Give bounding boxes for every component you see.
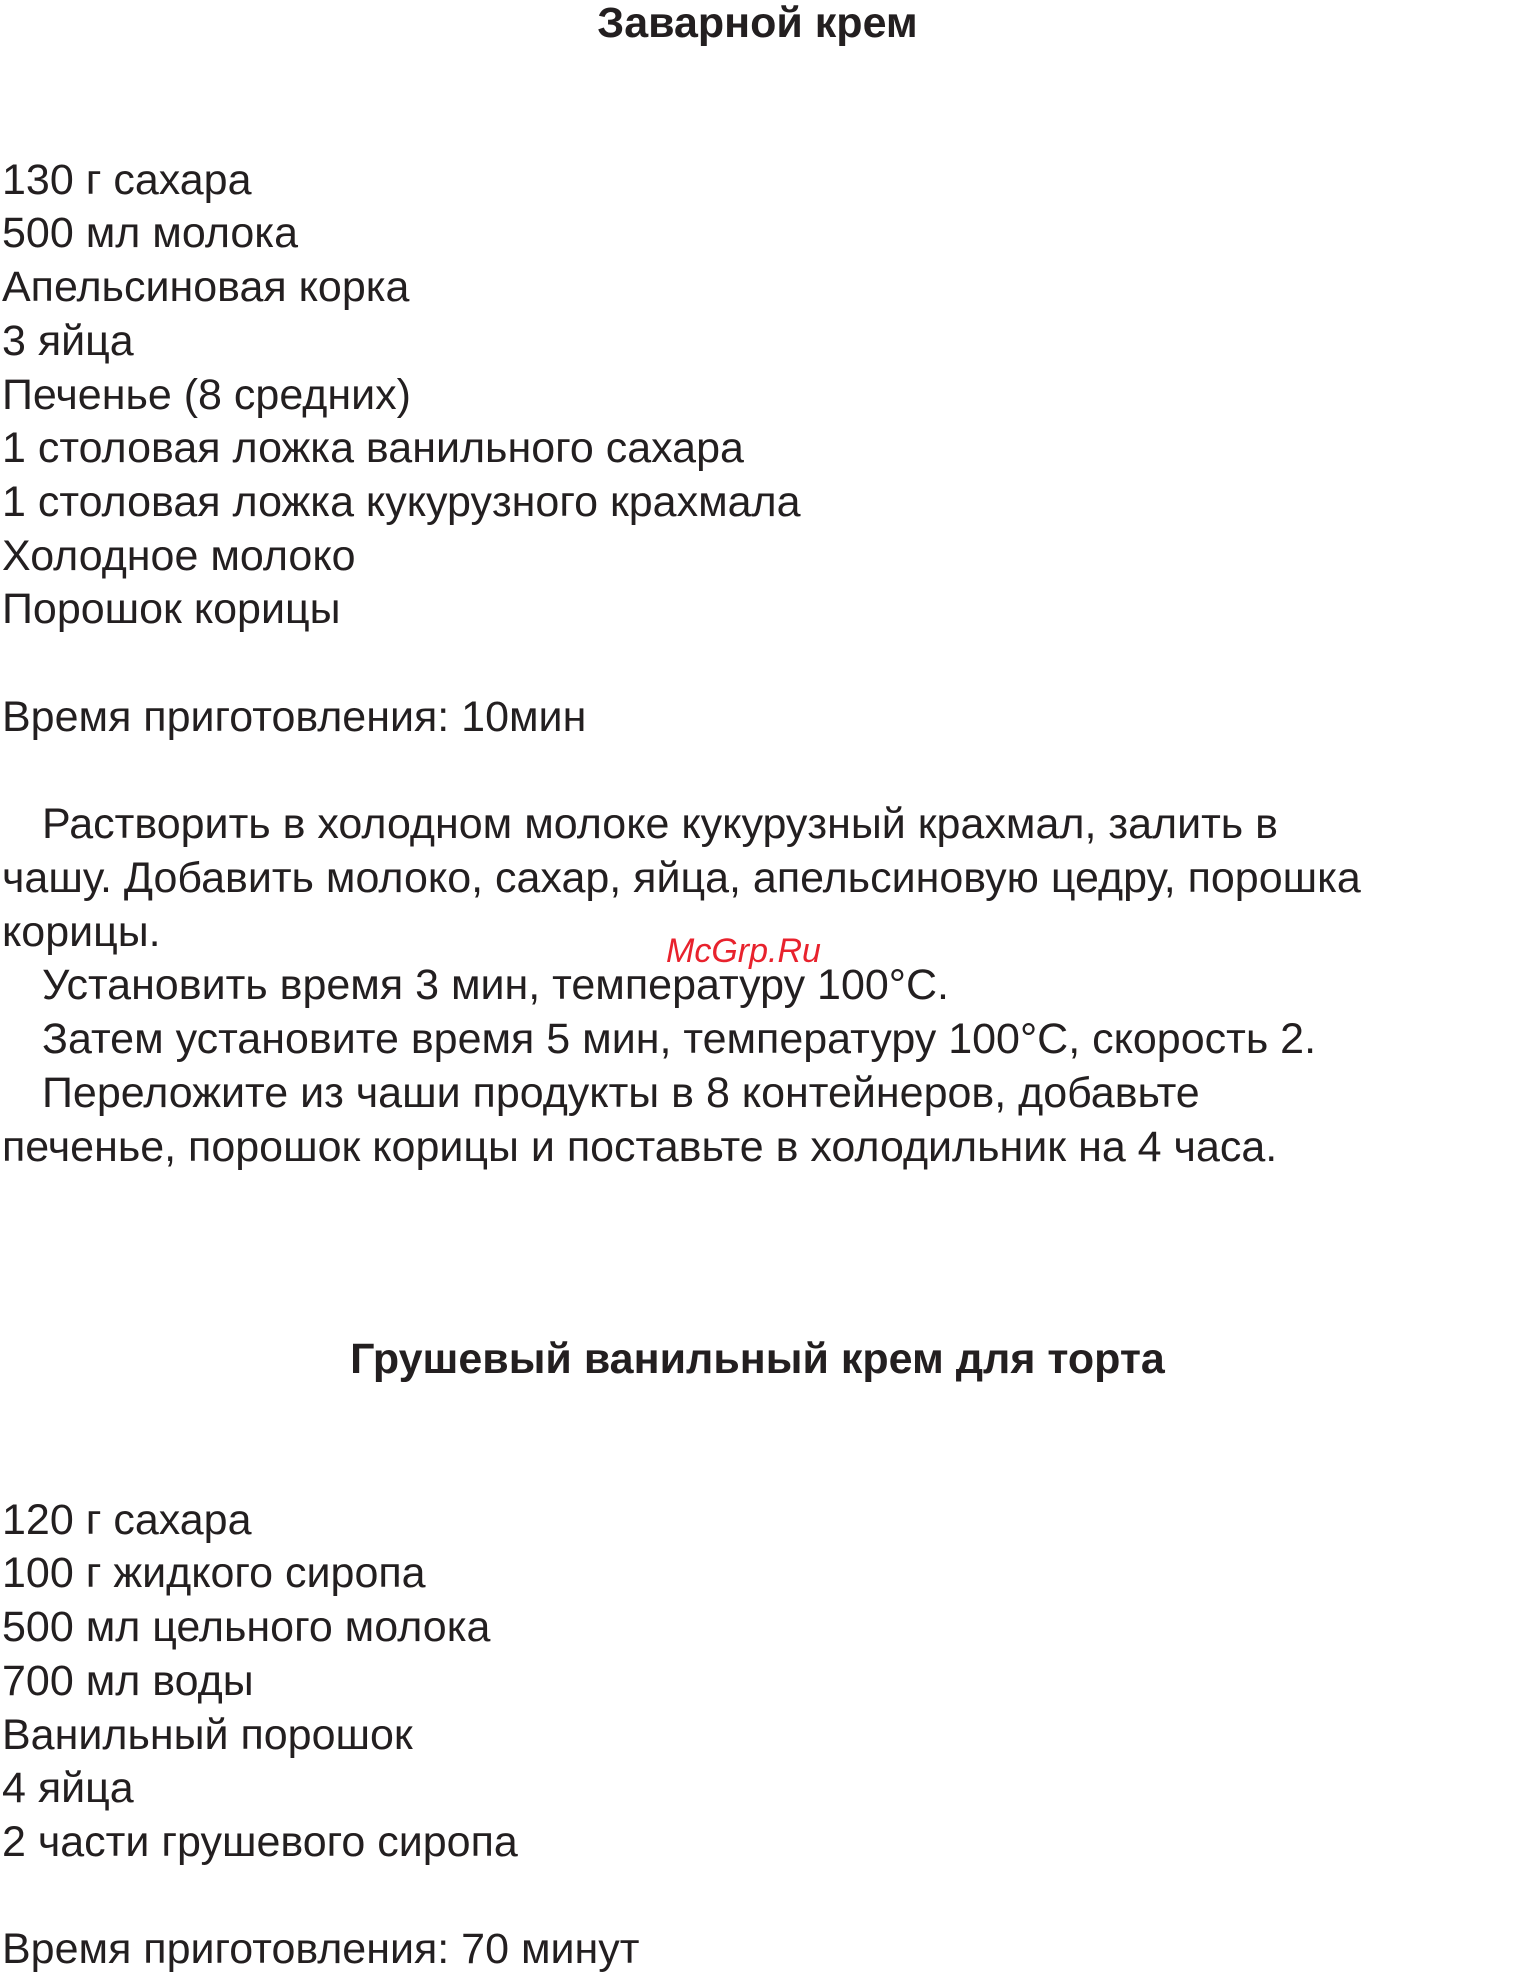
recipe2-ingredient: 4 яйца: [2, 1764, 134, 1812]
recipe1-ingredient: Холодное молоко: [2, 532, 356, 580]
recipe1-ingredient: 1 столовая ложка ванильного сахара: [2, 424, 744, 472]
recipe2-ingredient: Ванильный порошок: [2, 1711, 413, 1759]
recipe1-step-line: печенье, порошок корицы и поставьте в холодильник на 4 часа.: [2, 1123, 1278, 1171]
recipe2-title: Грушевый ванильный крем для торта: [350, 1335, 1165, 1383]
recipe2-ingredient: 120 г сахара: [2, 1496, 252, 1544]
recipe1-ingredient: 1 столовая ложка кукурузного крахмала: [2, 478, 801, 526]
recipe1-ingredient: Порошок корицы: [2, 585, 341, 633]
recipe1-ingredient: 130 г сахара: [2, 156, 252, 204]
recipe1-prep-time: Время приготовления: 10мин: [2, 693, 587, 741]
recipe1-step-line: Переложите из чаши продукты в 8 контейнеров, добавьте: [42, 1069, 1200, 1117]
recipe2-prep-time: Время приготовления: 70 минут: [2, 1925, 640, 1973]
recipe1-step-line: чашу. Добавить молоко, сахар, яйца, апельсиновую цедру, порошка: [2, 854, 1361, 902]
recipe2-ingredient: 500 мл цельного молока: [2, 1603, 491, 1651]
recipe1-ingredient: 500 мл молока: [2, 209, 298, 257]
recipe1-step-line: корицы.: [2, 908, 161, 956]
recipe1-ingredient: 3 яйца: [2, 317, 134, 365]
recipe1-ingredient: Печенье (8 средних): [2, 371, 411, 419]
recipe2-ingredient: 2 части грушевого сиропа: [2, 1818, 518, 1866]
recipe1-title: Заварной крем: [597, 0, 918, 47]
watermark: McGrp.Ru: [666, 932, 821, 970]
recipe1-step-line: Установить время 3 мин, температуру 100°С.: [42, 961, 949, 1009]
recipe1-ingredient: Апельсиновая корка: [2, 263, 410, 311]
recipe1-step-line: Затем установите время 5 мин, температуру 100°С, скорость 2.: [42, 1015, 1317, 1063]
recipe2-ingredient: 100 г жидкого сиропа: [2, 1549, 426, 1597]
recipe2-ingredient: 700 мл воды: [2, 1657, 254, 1705]
recipe1-step-line: Растворить в холодном молоке кукурузный крахмал, залить в: [42, 800, 1278, 848]
